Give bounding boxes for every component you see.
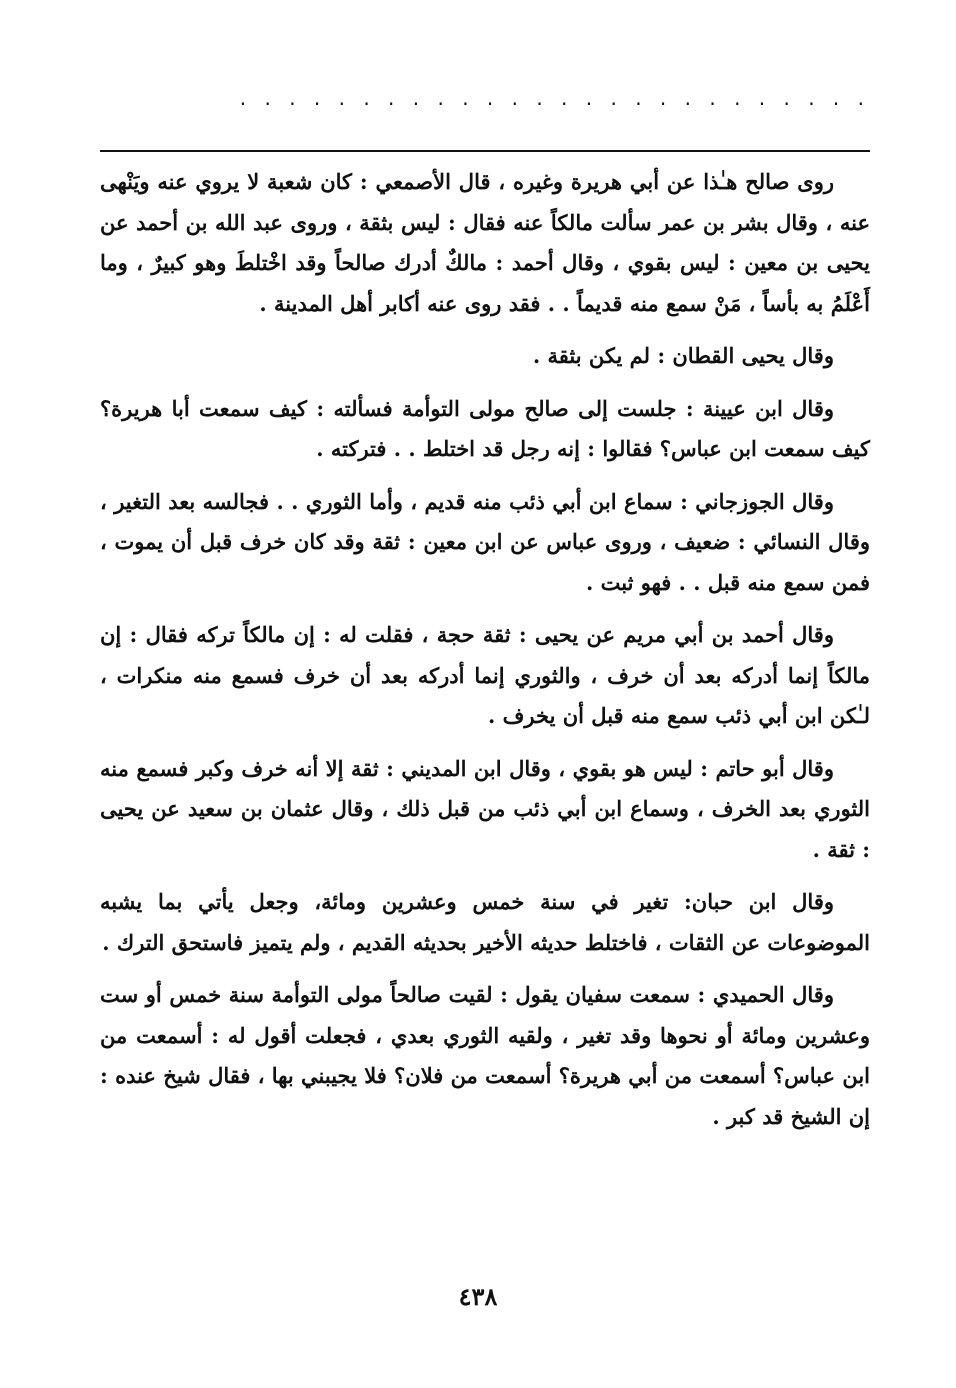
paragraph-7: وقال ابن حبان: تغير في سنة خمس وعشرين ومائة، وجعل يأتي بما يشبه الموضوعات عن الثقات ، فاختلط حديثه الأخير بحديثه القديم ، ولم يتميز فاستحق الترك . [100, 889, 870, 955]
paragraph-8: وقال الحميدي : سمعت سفيان يقول : لقيت صالحاً مولى التوأمة سنة خمس أو ست وعشرين ومائة أو نحوها وقد تغير ، ولقيه الثوري بعدي ، فجعلت أقول له : أسمعت من ابن عباس؟ أسمعت من أبي هريرة؟ أسمعت من فلان؟ فلا يجيبني بها ، فقال شيخ عنده : إن الشيخ قد كبر . [100, 982, 870, 1129]
body-text [100, 162, 870, 1149]
header-rule [100, 150, 870, 152]
header-dotted-line: · · · · · · · · · · · · · · · · · · · · · · · · · · [239, 92, 870, 116]
paragraph-2: وقال يحيى القطان : لم يكن بثقة . [532, 343, 834, 368]
paragraph-4: وقال الجوزجاني : سماع ابن أبي ذئب منه قديم ، وأما الثوري . . فجالسه بعد التغير ، وقال النسائي : ضعيف ، وروى عباس عن ابن معين : ثقة وقد كان خرف قبل أن يموت ، فمن سمع منه قبل . . فهو ثبت . [100, 488, 870, 595]
paragraph-3: وقال ابن عيينة : جلست إلى صالح مولى التوأمة فسألته : كيف سمعت أبا هريرة؟ كيف سمعت ابن عباس؟ فقالوا : إنه رجل قد اختلط . . فتركته . [100, 395, 870, 461]
paragraph-1: روى صالح هـٰذا عن أبي هريرة وغيره ، قال الأصمعي : كان شعبة لا يروي عنه ويَنْهى عنه ، وقال بشر بن عمر سألت مالكاً عنه فقال : ليس بثقة ، وروى عبد الله بن أحمد عن يحيى بن معين : ليس بقوي ، وقال أحمد : مالكٌ أدرك صالحاً وقد اخْتلطَ وهو كبيرٌ ، وما أَعْلَمُ به بأساً ، مَنْ سمع منه قديماً . . فقد روى عنه أكابر أهل المدينة . [100, 169, 870, 316]
paragraph-5: وقال أحمد بن أبي مريم عن يحيى : ثقة حجة ، فقلت له : إن مالكاً تركه فقال : إن مالكاً إنما أدركه بعد أن خرف ، والثوري إنما أدركه بعد أن خرف فسمع منه منكرات ، لـٰكن ابن أبي ذئب سمع منه قبل أن يخرف . [100, 622, 870, 728]
page-number: ٤٣٨ [458, 1282, 498, 1311]
paragraph-6: وقال أبو حاتم : ليس هو بقوي ، وقال ابن المديني : ثقة إلا أنه خرف وكبر فسمع منه الثوري بعد الخرف ، وسماع ابن أبي ذئب من قبل ذلك ، وقال عثمان بن سعيد عن يحيى : ثقة . [100, 755, 870, 862]
